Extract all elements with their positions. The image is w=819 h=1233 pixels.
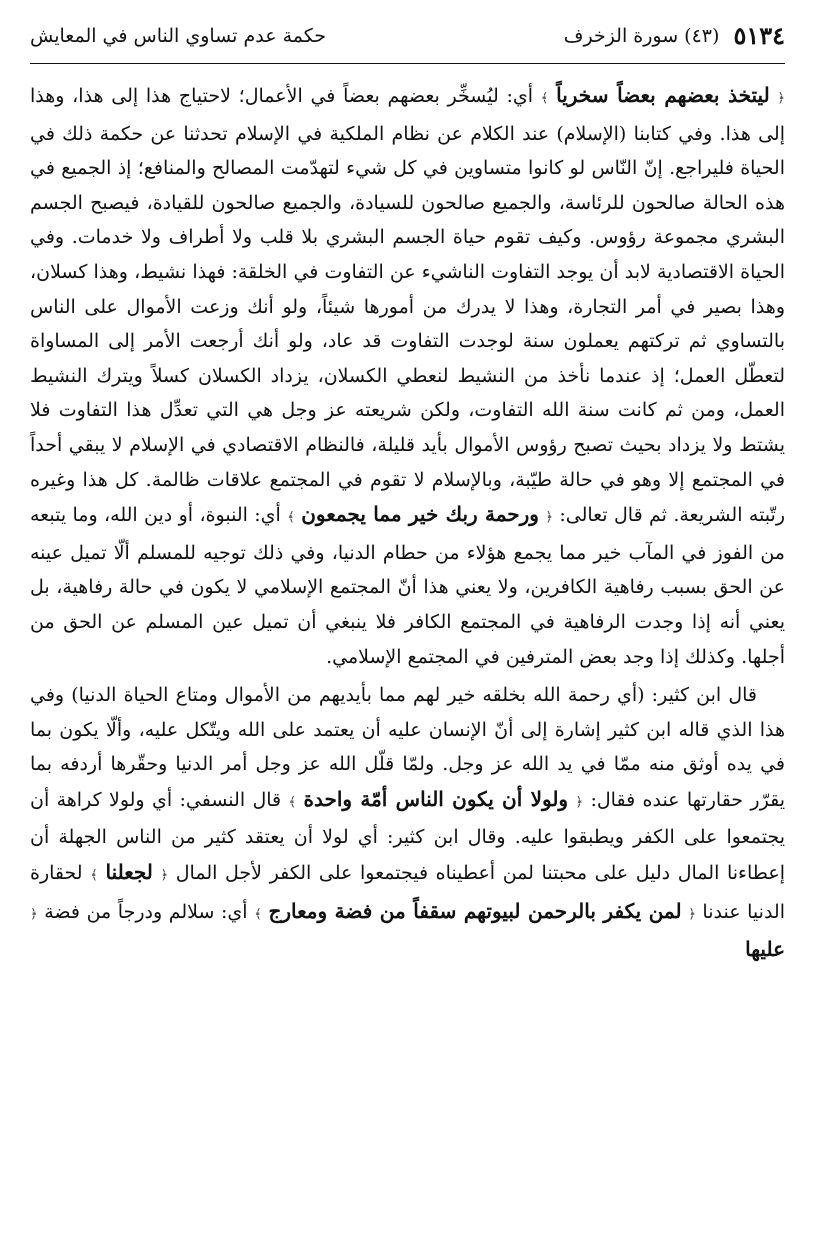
commentary-text: أي: ليُسخِّر بعضهم بعضاً في الأعمال؛ لاحتياج هذا إلى هذا، وهذا إلى هذا. وفي كتابنا (الإسلام) عند الكلام عن نظام الملكية في الإسلام تحدثنا عن حكمة ذلك في الحياة فليراجع. إنّ النّاس لو كانوا متساوين في كل شيء لتهدّمت المصالح والمنافع؛ إذ الجميع في هذه الحالة صالحون للرئاسة، والجميع صالحون للسيادة، والجميع صالحون للقيادة، فيصبح الجسم البشري مجموعة رؤوس. وكيف تقوم حياة الجسم البشري بلا قلب ولا أطراف ولا خدمات. وفي الحياة الاقتصادية لابد أن يوجد التفاوت الناشيء عن التفاوت في الخلقة: فهذا نشيط، وهذا كسلان، وهذا بصير في أمر التجارة، وهذا لا يدرك من أمورها شيئاً، ولو أنك وزعت الأموال على الناس بالتساوي ثم تركتهم يعملون سنة لوجدت التفاوت قد عاد، ولو أنك أرجعت الأمر إلى المساواة لتعطّل العمل؛ إذ عندما نأخذ من النشيط لنعطي الكسلان، يزداد الكسلان كسلاً ويترك النشيط العمل، ومن ثم كانت سنة الله التفاوت، ولكن شريعته عز وجل هي التي تعدِّل هذا التفاوت فلا يشتط ولا يزداد بحيث تصبح رؤوس الأموال بأيد قليلة، فالنظام الاقتصادي في الإسلام لا يبقي أحداً في المجتمع إلا وهو في حالة طيّبة، وبالإسلام لا تقوم في المجتمع علاقات ظالمة. كل هذا وغيره رتّبته الشريعة. ثم قال تعالى: <box>30 85 785 527</box>
quran-quote: عليها <box>745 937 785 962</box>
paragraph-1 <box>30 78 785 674</box>
quran-open-bracket: ﴿ <box>545 510 553 526</box>
quran-open-bracket: ﴿ <box>160 868 169 884</box>
commentary-text: قال ابن كثير: (أي رحمة الله بخلقه خير لهم مما بأيديهم من الأموال ومتاع الحياة الدنيا) وفي هذا الذي قاله ابن كثير إشارة إلى أنّ الإنسان عليه أن يعتمد على الله ويتّكل عليه، وألّا يكون بما في يده أوثق منه ممّا في يد الله عز وجل. ولمّا قلّل الله عز وجل أمر الدنيا وحقّرها أردفه بما يقرّر حقارتها عنده فقال: <box>30 684 785 811</box>
quran-close-bracket: ﴾ <box>288 794 297 810</box>
page-number: ٥١٣٤ <box>733 21 785 50</box>
quran-quote: ليتخذ بعضهم بعضاً سخرياً <box>556 83 770 107</box>
paragraph-2 <box>30 678 785 968</box>
quran-open-bracket: ﴿ <box>777 91 786 106</box>
quran-open-bracket: ﴿ <box>688 906 696 922</box>
quran-quote: لمن يكفر بالرحمن لبيوتهم سقفاً من فضة ومعارج <box>268 898 682 923</box>
quran-open-bracket: ﴿ <box>30 906 38 922</box>
header-right <box>564 21 785 50</box>
commentary-text: لحقارة الدنيا عندنا <box>30 862 785 923</box>
quran-close-bracket: ﴾ <box>287 510 295 526</box>
commentary-text: أي: سلالم ودرجاً من فضة <box>37 900 248 923</box>
quran-close-bracket: ﴾ <box>540 91 549 106</box>
quran-close-bracket: ﴾ <box>90 868 98 884</box>
commentary-text: قال النسفي: أي ولولا كراهة أن يجتمعوا على الكفر ويطبقوا عليه. وقال ابن كثير: أي لولا أن يعتقد كثير من الناس الجهلة أن إعطاءنا المال دليل على محبتنا لمن أعطيناه فيجتمعوا على الكفر لأجل المال <box>30 788 785 885</box>
quran-close-bracket: ﴾ <box>254 906 262 922</box>
quran-open-bracket: ﴿ <box>575 794 584 810</box>
commentary-text: أي: النبوة، أو دين الله، وما يتبعه من الفوز في المآب خير مما يجمع هؤلاء من حطام الدنيا، وفي ذلك توجيه للمسلم ألّا تميل عينه عن الحق بسبب رفاهية الكافرين، ولا يعني هذا أنّ المجتمع الإسلامي لا يكون في حالة رفاهية، بل يعني أنه إذا وجدت الرفاهية في المجتمع الكافر فلا ينبغي أن تميل عين المسلم عن الحق من أجلها. وكذلك إذا وجد بعض المترفين في المجتمع الإسلامي. <box>30 504 785 668</box>
section-title: حكمة عدم تساوي الناس في المعايش <box>30 24 326 47</box>
body-text <box>30 78 785 968</box>
quran-quote: لجعلنا <box>105 860 153 885</box>
surah-label: (٤٣) سورة الزخرف <box>563 24 720 47</box>
quran-quote: ورحمة ربك خير مما يجمعون <box>301 502 539 527</box>
quran-quote: ولولا أن يكون الناس أمّة واحدة <box>303 786 569 811</box>
page-header <box>30 0 785 64</box>
